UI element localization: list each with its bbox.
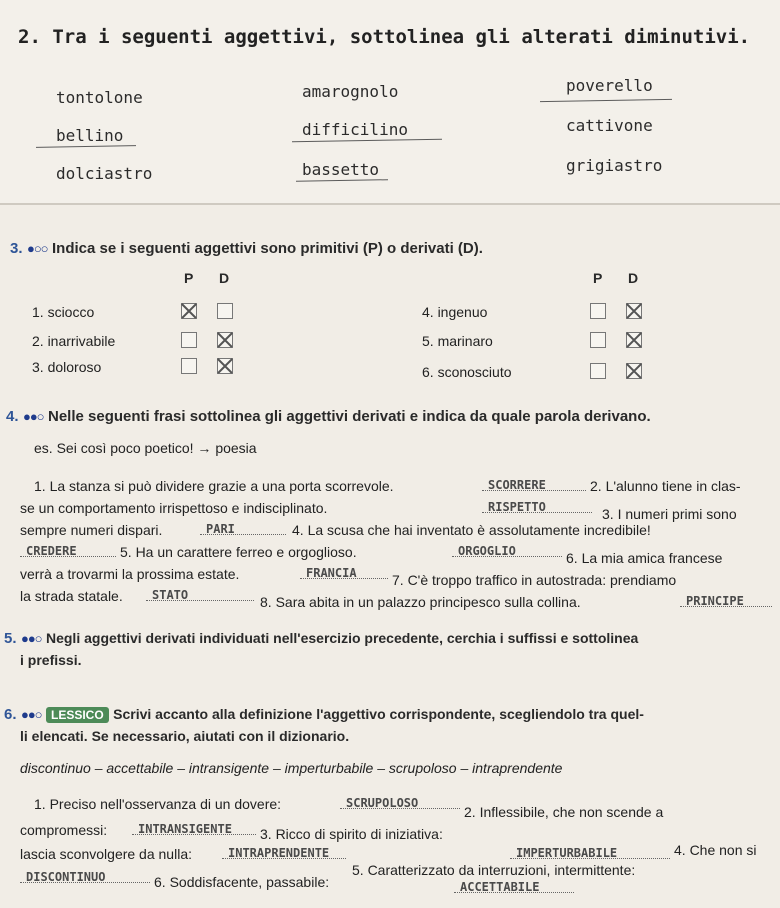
definition-6: 6. Soddisfacente, passabile: (154, 874, 330, 890)
exercise-2-title: 2. Tra i seguenti aggettivi, sottolinea gli alterati diminutivi. (18, 26, 751, 48)
definition-4a: 4. Che non si (674, 842, 757, 858)
difficulty-dots: ●●○ (22, 409, 44, 424)
answer-handwritten: IMPERTURBABILE (516, 846, 618, 860)
checkbox-p[interactable] (590, 332, 606, 348)
checkbox-p[interactable] (590, 303, 606, 319)
answer-handwritten: INTRAPRENDENTE (228, 846, 330, 860)
item-sciocco: 1. sciocco (32, 304, 95, 320)
word-poverello: poverello (566, 76, 653, 95)
underline-mark (540, 99, 672, 102)
answer-blank[interactable] (132, 822, 256, 838)
answer-handwritten: DISCONTINUO (26, 870, 106, 884)
exercise-5-header (4, 630, 638, 648)
difficulty-dots: ●●○ (20, 631, 42, 646)
exercise-number: 6. (4, 706, 17, 723)
col-p-header: P (593, 270, 603, 286)
answer-blank[interactable] (300, 566, 388, 582)
word-difficilino: difficilino (302, 120, 408, 139)
checkbox-d[interactable] (217, 303, 233, 319)
answer-handwritten: INTRANSIGENTE (138, 822, 232, 836)
item-sconosciuto: 6. sconosciuto (422, 364, 512, 380)
difficulty-dots: ●●○ (20, 707, 42, 722)
answer-handwritten: SCORRERE (488, 478, 546, 492)
definition-4b: lascia sconvolgere da nulla: (20, 846, 192, 862)
sentence-7a: 7. C'è troppo traffico in autostrada: prendiamo (392, 572, 677, 588)
divider (0, 203, 780, 205)
sentence-3a: 3. I numeri primi sono (602, 506, 737, 522)
word-dolciastro: dolciastro (56, 164, 153, 183)
answer-handwritten: ORGOGLIO (458, 544, 516, 558)
answer-handwritten: PARI (206, 522, 235, 536)
sentence-6b: verrà a trovarmi la prossima estate. (20, 566, 240, 582)
checkbox-p[interactable] (181, 332, 197, 348)
answer-handwritten: RISPETTO (488, 500, 546, 514)
exercise-6-instruction: Scrivi accanto alla definizione l'aggettivo corrispondente, scegliendolo tra quel- (113, 706, 644, 722)
checkbox-p[interactable] (590, 363, 606, 379)
answer-blank[interactable] (454, 880, 574, 896)
item-ingenuo: 4. ingenuo (422, 304, 488, 320)
exercise-3-header (10, 240, 483, 258)
word-grigiastro: grigiastro (566, 156, 663, 175)
answer-blank[interactable] (482, 478, 586, 494)
checkbox-d-checked[interactable] (626, 303, 642, 319)
exercise-4-example: es. Sei così poco poetico! → poesia (34, 440, 257, 456)
definition-2a: 2. Inflessibile, che non scende a (464, 804, 664, 820)
answer-blank[interactable] (510, 846, 670, 862)
lessico-badge: LESSICO (46, 707, 109, 723)
sentence-1: 1. La stanza si può dividere grazie a una porta scorrevole. (34, 478, 394, 494)
exercise-5-instruction: Negli aggettivi derivati individuati nell'esercizio precedente, cerchia i suffissi e sottolinea (45, 630, 639, 646)
exercise-6-instruction-cont: li elencati. Se necessario, aiutati con il dizionario. (20, 728, 350, 744)
word-cattivone: cattivone (566, 116, 653, 135)
col-d-header: D (628, 270, 639, 286)
sentence-2a: 2. L'alunno tiene in clas- (590, 478, 741, 494)
answer-blank[interactable] (20, 870, 150, 886)
checkbox-p-checked[interactable] (181, 303, 197, 319)
answer-handwritten: CREDERE (26, 544, 77, 558)
checkbox-p[interactable] (181, 358, 197, 374)
checkbox-d-checked[interactable] (217, 332, 233, 348)
definition-5: 5. Caratterizzato da interruzioni, intermittente: (352, 862, 636, 878)
answer-blank[interactable] (200, 522, 286, 538)
underline-mark (36, 145, 136, 148)
exercise-5-instruction-cont: i prefissi. (20, 652, 82, 668)
word-tontolone: tontolone (56, 88, 143, 107)
answer-handwritten: STATO (152, 588, 189, 602)
col-d-header: D (219, 270, 230, 286)
word-list: discontinuo – accettabile – intransigente – imperturbabile – scrupoloso – intraprendente (20, 760, 563, 776)
exercise-4-instruction: Nelle seguenti frasi sottolinea gli aggettivi derivati e indica da quale parola derivano. (47, 408, 651, 425)
col-p-header: P (184, 270, 194, 286)
answer-handwritten: FRANCIA (306, 566, 357, 580)
checkbox-d-checked[interactable] (217, 358, 233, 374)
exercise-number: 4. (6, 408, 19, 425)
definition-2b: compromessi: (20, 822, 108, 838)
sentence-8: 8. Sara abita in un palazzo principesco sulla collina. (260, 594, 581, 610)
answer-blank[interactable] (452, 544, 562, 560)
exercise-number: 3. (10, 240, 23, 257)
word-bassetto: bassetto (302, 160, 380, 179)
exercise-4-header (6, 408, 651, 426)
answer-blank[interactable] (20, 544, 116, 560)
answer-blank[interactable] (146, 588, 254, 604)
item-marinaro: 5. marinaro (422, 333, 493, 349)
answer-handwritten: ACCETTABILE (460, 880, 540, 894)
answer-blank[interactable] (222, 846, 346, 862)
underline-mark (296, 179, 388, 182)
checkbox-d-checked[interactable] (626, 332, 642, 348)
sentence-2b: se un comportamento irrispettoso e indisciplinato. (20, 500, 328, 516)
checkbox-d-checked[interactable] (626, 363, 642, 379)
definition-1: 1. Preciso nell'osservanza di un dovere: (34, 796, 282, 812)
underline-mark (292, 139, 442, 143)
item-doloroso: 3. doloroso (32, 359, 102, 375)
word-bellino: bellino (56, 126, 124, 145)
definition-3: 3. Ricco di spirito di iniziativa: (260, 826, 443, 842)
difficulty-dots: ●○○ (26, 241, 48, 256)
sentence-4: 4. La scusa che hai inventato è assolutamente incredibile! (292, 522, 651, 538)
item-inarrivabile: 2. inarrivabile (32, 333, 116, 349)
answer-blank[interactable] (482, 500, 592, 516)
answer-handwritten: SCRUPOLOSO (346, 796, 419, 810)
exercise-3-instruction: Indica se i seguenti aggettivi sono primitivi (P) o derivati (D). (51, 240, 483, 257)
sentence-5: 5. Ha un carattere ferreo e orgoglioso. (120, 544, 357, 560)
answer-handwritten: PRINCIPE (686, 594, 744, 608)
answer-blank[interactable] (680, 594, 772, 610)
sentence-7b: la strada statale. (20, 588, 123, 604)
word-amarognolo: amarognolo (302, 82, 399, 101)
sentence-3b: sempre numeri dispari. (20, 522, 163, 538)
exercise-2-card (0, 0, 780, 205)
exercise-number: 5. (4, 630, 17, 647)
answer-blank[interactable] (340, 796, 460, 812)
exercise-6-header (4, 706, 644, 724)
sentence-6a: 6. La mia amica francese (566, 550, 723, 566)
